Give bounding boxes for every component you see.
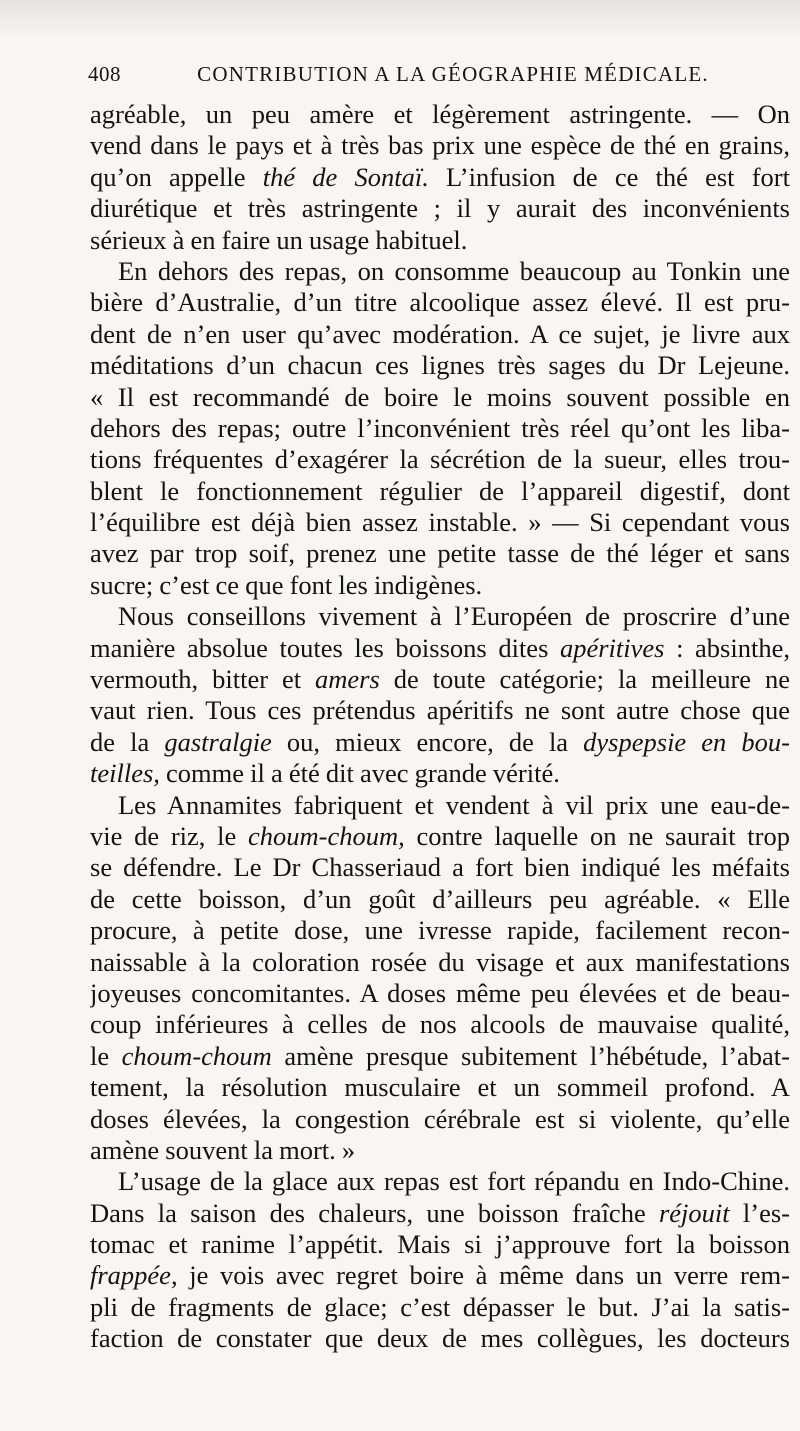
text-run: tement, la résolution musculaire et un sommeil profond. A [90,1072,790,1103]
text-line [90,350,790,381]
text-run: contre laquelle on ne saurait trop [404,820,790,851]
text-run: sucre; c’est ce que font les indigènes. [90,569,483,600]
text-run: qu’on appelle [90,161,263,192]
text-line [90,476,790,507]
italic-run: apéritives [559,632,665,663]
text-run: de la [90,726,165,757]
text-line [90,507,790,538]
text-line [90,1166,790,1197]
text-run: ou, mieux encore, de la [271,726,584,757]
text-run: L’usage de la glace aux repas est fort répandu en Indo-Chine. [118,1166,790,1197]
paragraph [90,1166,790,1354]
text-line [90,727,790,758]
text-run: doses élevées, la congestion cérébrale est si violente, qu’elle [90,1103,790,1134]
text-run: Nous conseillons vivement à l’Européen de proscrire d’une [118,601,790,632]
text-line [90,852,790,883]
paragraph [90,99,790,256]
text-run: dent de n’en user qu’avec modération. A ce sujet, je livre aux [90,318,790,349]
text-run: En dehors des repas, on consomme beaucoup au Tonkin une [118,255,790,286]
text-run: Les Annamites fabriquent et vendent à vil prix une eau-de- [118,789,790,820]
text-line [90,162,790,193]
text-run: l’es- [729,1197,790,1228]
text-line [90,1198,790,1229]
text-run: amène souvent la mort. » [90,1134,356,1165]
italic-run: teilles, [90,758,160,789]
text-line [90,1229,790,1260]
text-run: de toute catégorie; la meilleure ne [379,664,790,695]
text-run: « Il est recommandé de boire le moins souvent possible en [90,381,790,412]
text-line [90,570,790,601]
text-line [90,193,790,224]
text-line [90,256,790,287]
text-run: amène presque subitement l’hébétude, l’abat- [271,1040,790,1071]
text-line [90,413,790,444]
italic-run: réjouit [658,1197,730,1228]
text-line [90,915,790,946]
running-title: CONTRIBUTION A LA GÉOGRAPHIE MÉDICALE. [197,62,709,86]
text-line [90,1260,790,1291]
text-run: je vois avec regret boire à même dans un verre rem- [177,1260,790,1291]
text-line [90,1323,790,1354]
text-line [90,947,790,978]
text-line [90,664,790,695]
paragraph [90,790,790,1167]
text-line [90,1292,790,1323]
text-run: dehors des repas; outre l’inconvénient très réel qu’ont les liba- [90,412,790,443]
text-run: avez par trop soif, prenez une petite tasse de thé léger et sans [90,538,790,569]
italic-run: thé de Sontaï. [262,161,429,192]
text-run: se défendre. Le Dr Chasseriaud a fort bien indiqué les méfaits [90,852,790,883]
text-line [90,633,790,664]
text-run: tomac et ranime l’appétit. Mais si j’approuve fort la boisson [90,1229,790,1260]
italic-run: choum-choum, [247,820,405,851]
text-run: naissable à la coloration rosée du visage et aux manifestations [90,946,790,977]
italic-run: dyspepsie en bou- [583,726,790,757]
text-run: agréable, un peu amère et légèrement astringente. — On [90,99,790,129]
text-run: vend dans le pays et à très bas prix une espèce de thé en grains, [90,130,790,161]
text-line [90,538,790,569]
page-header [88,62,788,92]
text-line [90,790,790,821]
text-run: blent le fonctionnement régulier de l’appareil digestif, dont [90,475,790,506]
text-run: tions fréquentes d’exagérer la sécrétion de la sueur, elles trou- [90,444,790,475]
text-run: vaut rien. Tous ces prétendus apéritifs ne sont autre chose que [90,695,790,726]
text-run: L’infusion de ce thé est fort [428,161,790,192]
text-run: coup inférieures à celles de nos alcools de mauvaise qualité, [90,1009,790,1040]
text-run: l’équilibre est déjà bien assez instable. » — Si cependant vous [90,507,790,538]
text-run: vie de riz, le [90,820,248,851]
text-line [90,1009,790,1040]
text-run: de cette boisson, d’un goût d’ailleurs peu agréable. « Elle [90,883,790,914]
text-run: Dans la saison des chaleurs, une boisson fraîche [90,1197,659,1228]
text-run: : absinthe, [664,632,790,663]
paragraph [90,256,790,601]
italic-run: amers [315,664,380,695]
text-run: joyeuses concomitantes. A doses même peu élevées et de beau- [90,977,790,1008]
text-run: procure, à petite dose, une ivresse rapide, facilement recon- [90,915,790,946]
text-line [90,319,790,350]
text-line [90,99,790,130]
text-line [90,978,790,1009]
text-line [90,601,790,632]
text-line [90,1135,790,1166]
text-run: sérieux à en faire un usage habituel. [90,224,468,255]
paragraph [90,601,790,789]
text-line [90,287,790,318]
text-run: bière d’Australie, d’un titre alcoolique assez élevé. Il est pru- [90,287,790,318]
text-line [90,225,790,256]
text-run: comme il a été dit avec grande vérité. [159,758,560,789]
text-line [90,382,790,413]
text-run: le [90,1040,122,1071]
text-run: faction de constater que deux de mes collègues, les docteurs [90,1323,790,1354]
body-text [90,99,790,1355]
text-line [90,695,790,726]
text-line [90,1041,790,1072]
page-edge-shadow [0,0,800,40]
text-line [90,444,790,475]
italic-run: choum-choum [121,1040,272,1071]
text-run: méditations d’un chacun ces lignes très sages du Dr Lejeune. [90,350,790,381]
text-run: manière absolue toutes les boissons dites [90,632,560,663]
text-run: diurétique et très astringente ; il y aurait des inconvénients [90,193,790,224]
text-run: pli de fragments de glace; c’est dépasser le but. J’ai la satis- [90,1291,790,1322]
text-line [90,758,790,789]
italic-run: gastralgie [164,726,272,757]
text-line [90,884,790,915]
text-line [90,130,790,161]
text-line [90,1072,790,1103]
text-line [90,1104,790,1135]
page-number: 408 [88,62,121,86]
text-line [90,821,790,852]
italic-run: frappée, [90,1260,178,1291]
text-run: vermouth, bitter et [90,664,316,695]
